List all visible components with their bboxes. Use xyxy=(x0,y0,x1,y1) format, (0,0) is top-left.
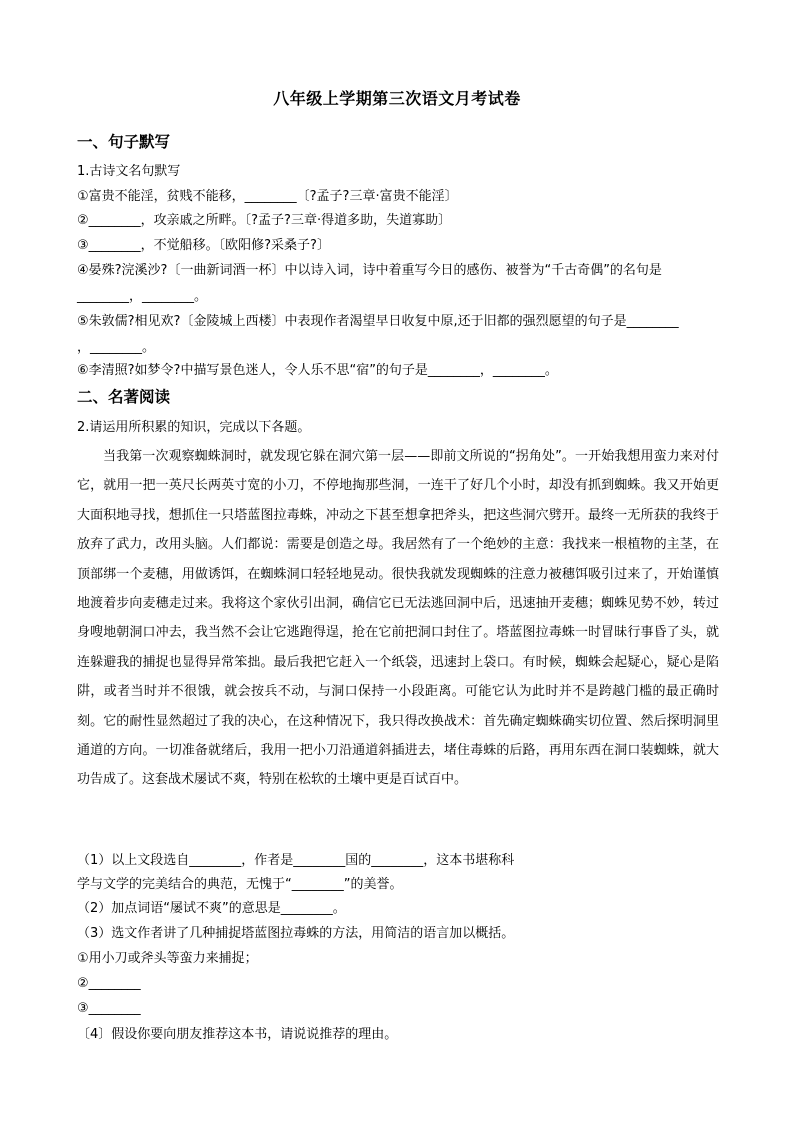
section-heading-reading: 二、名著阅读 xyxy=(77,388,171,406)
dictation-line-2: ②________，攻亲戚之所畔。〔?孟子?三章·得道多助，失道寡助〕 xyxy=(77,213,452,228)
dictation-line-3: ③________，不觉船移。〔欧阳修?采桑子?〕 xyxy=(77,238,330,253)
dictation-line-4: ④晏殊?浣溪沙?〔一曲新词酒一杯〕中以诗入词，诗中着重写今日的感伤、被誉为“千古奇偶”的名句是 xyxy=(77,263,662,278)
section-heading-dictation: 一、句子默写 xyxy=(77,133,171,151)
reading-passage: 当我第一次观察蜘蛛洞时，就发现它躲在洞穴第一层——即前文所说的“拐角处”。一开始我想用蛮力来对付它，就用一把一英尺长两英寸宽的小刀，不停地掏那些洞，一连干了好几个小时，却没有抓到蜘蛛。我又开始更大面积地寻找，想抓住一只塔蓝图拉毒蛛，冲动之下甚至想拿把斧头，把这些洞穴劈开。最终一无所获的我终于放弃了武力，改用头脑。人们都说：需要是创造之母。我居然有了一个绝妙的主意：我找来一根植物的主茎，在顶部绑一个麦穗，用做诱饵，在蜘蛛洞口轻轻地晃动。很快我就发现蜘蛛的注意力被穗饵吸引过来了，开始谨慎地渡着步向麦穗走过来。我将这个家伙引出洞，确信它已无法逃回洞中后，迅速抽开麦穗；蜘蛛见势不妙，转过身嗖地朝洞口冲去，我当然不会让它逃跑得逞，抢在它前把洞口封住了。塔蓝图拉毒蛛一时冒昧行事昏了头，就连躲避我的捕捉也显得异常笨拙。最后我把它赶入一个纸袋，迅速封上袋口。有时候，蜘蛛会起疑心，疑心是陷阱，或者当时并不很饿，就会按兵不动，与洞口保持一小段距离。可能它认为此时并不是跨越门槛的最正确时刻。它的耐性显然超过了我的决心，在这种情况下，我只得改换战术：首先确定蜘蛛确实切位置、然后探明洞里通道的方向。一切准备就绪后，我用一把小刀沿通道斜插进去，堵住毒蛛的后路，再用东西在洞口装蜘蛛，就大功告成了。这套战术屡试不爽，特别在松软的土壤中更是百试百中。 xyxy=(77,449,719,788)
subquestion-3: （3）选文作者讲了几种捕捉塔蓝图拉毒蛛的方法，用简洁的语言加以概括。 xyxy=(77,926,515,941)
subquestion-4: 〔4〕假设你要向朋友推荐这本书，请说说推荐的理由。 xyxy=(77,1027,398,1042)
question-2-prompt: 2.请运用所积累的知识，完成以下各题。 xyxy=(77,420,311,435)
subquestion-3-answer-1: ①用小刀或斧头等蛮力来捕捉； xyxy=(77,951,258,966)
subquestion-2: （2）加点词语“屡试不爽”的意思是________。 xyxy=(77,901,346,916)
dictation-line-4-blanks: ________，________。 xyxy=(77,289,208,304)
dictation-line-6: ⑥李清照?如梦令?中描写景色迷人，令人乐不思“宿”的句子是________，________。 xyxy=(77,363,558,378)
subquestion-1-part-b: 学与文学的完美结合的典范，无愧于“________”的美誉。 xyxy=(77,877,403,892)
dictation-line-5-blank: ，________。 xyxy=(77,340,156,355)
dictation-line-1: ①富贵不能淫，贫贱不能移，________〔?孟子?三章·富贵不能淫〕 xyxy=(77,189,458,204)
question-1-prompt: 1.古诗文名句默写 xyxy=(77,164,181,179)
subquestion-3-answer-2: ②________ xyxy=(77,976,141,991)
subquestion-3-answer-3: ③________ xyxy=(77,1001,141,1016)
dictation-line-5: ⑤朱敦儒?相见欢?〔金陵城上西楼〕中表现作者渴望早日收复中原,还于旧都的强烈愿望的句子是________ xyxy=(77,314,679,329)
exam-title: 八年级上学期第三次语文月考试卷 xyxy=(273,89,521,108)
subquestion-1-part-a: （1）以上文段选自________，作者是________国的________，这本书堪称科 xyxy=(77,853,515,868)
